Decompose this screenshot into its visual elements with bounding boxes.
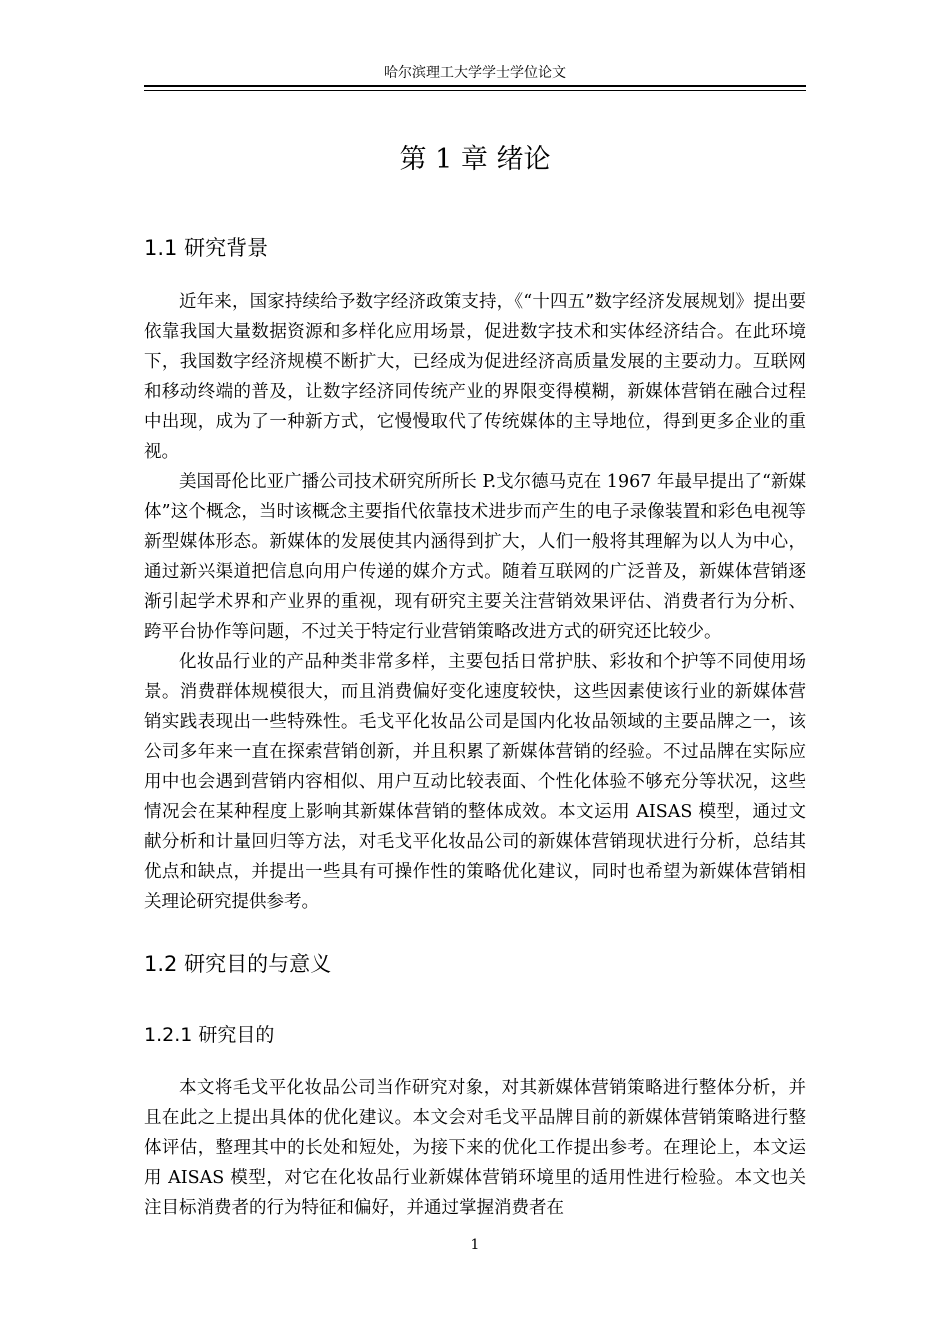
section-1-1-body [144,287,806,917]
section-heading-1-2: 1.2 研究目的与意义 [144,952,332,976]
section-1-2-1-body [144,1073,806,1223]
paragraph: 近年来，国家持续给予数字经济政策支持，《“十四五”数字经济发展规划》提出要依靠我国大量数据资源和多样化应用场景，促进数字技术和实体经济结合。在此环境下，我国数字经济规模不断扩大，已经成为促进经济高质量发展的主要动力。互联网和移动终端的普及，让数字经济同传统产业的界限变得模糊，新媒体营销在融合过程中出现，成为了一种新方式，它慢慢取代了传统媒体的主导地位，得到更多企业的重视。 [144,292,806,462]
header-rule-thin [144,90,806,91]
page-number: 1 [470,1237,480,1253]
section-heading-1-2-1: 1.2.1 研究目的 [144,1024,275,1046]
header-rule-thick [144,85,806,87]
paragraph: 化妆品行业的产品种类非常多样，主要包括日常护肤、彩妆和个护等不同使用场景。消费群体规模很大，而且消费偏好变化速度较快，这些因素使该行业的新媒体营销实践表现出一些特殊性。毛戈平化妆品公司是国内化妆品领域的主要品牌之一，该公司多年来一直在探索营销创新，并且积累了新媒体营销的经验。不过品牌在实际应用中也会遇到营销内容相似、用户互动比较表面、个性化体验不够充分等状况，这些情况会在某种程度上影响其新媒体营销的整体成效。本文运用 AISAS 模型，通过文献分析和计量回归等方法，对毛戈平化妆品公司的新媒体营销现状进行分析，总结其优点和缺点，并提出一些具有可操作性的策略优化建议，同时也希望为新媒体营销相关理论研究提供参考。 [144,652,806,912]
running-header: 哈尔滨理工大学学士学位论文 [384,65,566,81]
chapter-title: 第 1 章 绪论 [399,144,551,175]
section-heading-1-1: 1.1 研究背景 [144,236,269,260]
paragraph: 本文将毛戈平化妆品公司当作研究对象，对其新媒体营销策略进行整体分析，并且在此之上提出具体的优化建议。本文会对毛戈平品牌目前的新媒体营销策略进行整体评估，整理其中的长处和短处，为接下来的优化工作提出参考。在理论上，本文运用 AISAS 模型，对它在化妆品行业新媒体营销环境里的适用性进行检验。本文也关注目标消费者的行为特征和偏好，并通过掌握消费者在 [144,1078,806,1218]
paragraph: 美国哥伦比亚广播公司技术研究所所长 P.戈尔德马克在 1967 年最早提出了“新媒体”这个概念，当时该概念主要指代依靠技术进步而产生的电子录像装置和彩色电视等新型媒体形态。新媒体的发展使其内涵得到扩大，人们一般将其理解为以人为中心，通过新兴渠道把信息向用户传递的媒介方式。随着互联网的广泛普及，新媒体营销逐渐引起学术界和产业界的重视，现有研究主要关注营销效果评估、消费者行为分析、跨平台协作等问题，不过关于特定行业营销策略改进方式的研究还比较少。 [144,472,806,642]
